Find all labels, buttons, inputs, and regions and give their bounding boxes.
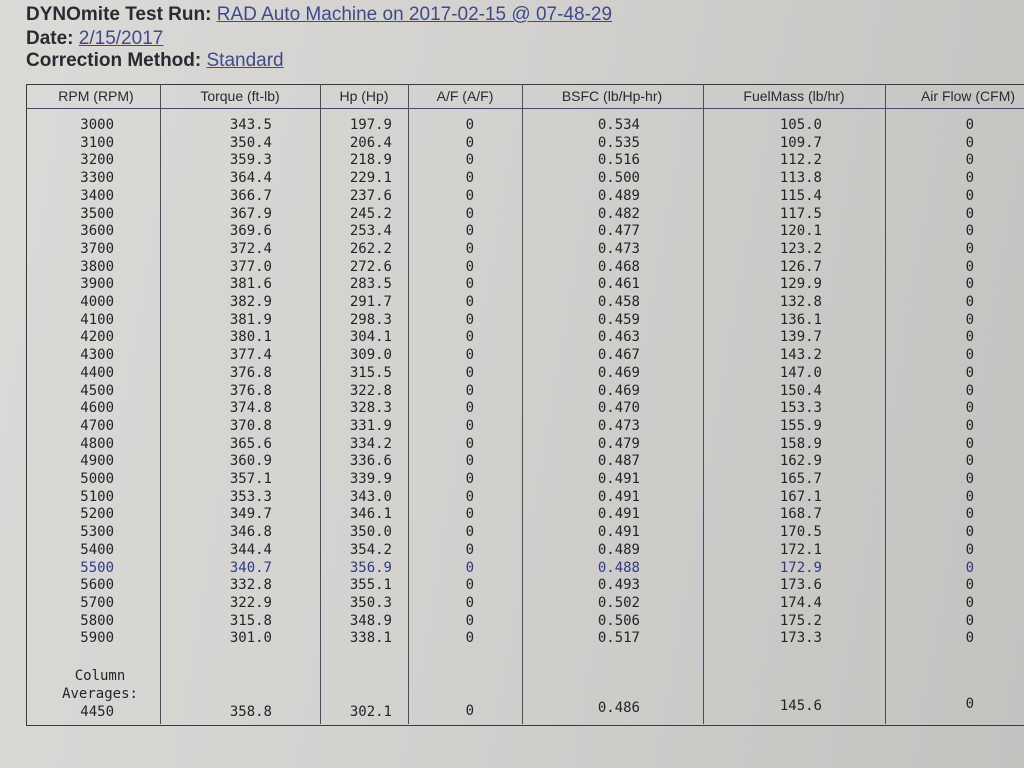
cell-af: 0 [465, 382, 474, 399]
cell-rpm: 4600 [80, 400, 114, 417]
cell-airflow: 0 [965, 276, 974, 293]
cell-torque: 359.3 [229, 152, 272, 169]
cell-torque: 381.9 [229, 311, 272, 328]
cell-airflow: 0 [965, 134, 974, 151]
cell-af: 0 [465, 471, 474, 487]
cell-airflow: 0 [965, 364, 974, 381]
cell-torque: 369.6 [229, 223, 272, 240]
cell-fuelmass: 139.7 [779, 329, 822, 346]
cell-airflow: 0 [965, 382, 974, 399]
cell-torque: 350.4 [229, 134, 272, 151]
cell-airflow: 0 [965, 311, 974, 328]
cell-rpm: 5800 [80, 612, 114, 629]
cell-bsfc: 0.500 [597, 170, 640, 187]
cell-fuelmass: 175.2 [779, 612, 822, 629]
cell-hp: 339.9 [349, 471, 392, 487]
data-table-frame [26, 84, 1024, 726]
cell-bsfc: 0.467 [597, 347, 640, 364]
cell-rpm: 4200 [80, 329, 114, 346]
cell-torque: 315.8 [229, 612, 272, 629]
cell-bsfc: 0.488 [597, 559, 640, 576]
cell-hp: 291.7 [349, 294, 392, 310]
column-header-airflow: Air Flow (CFM) [920, 88, 1016, 104]
cell-af: 0 [465, 594, 474, 611]
cell-fuelmass: 143.2 [779, 347, 822, 364]
cell-airflow: 0 [965, 240, 974, 257]
cell-torque: 366.7 [229, 187, 272, 204]
average-rpm: 4450 [80, 704, 114, 720]
cell-af: 0 [465, 417, 474, 434]
cell-fuelmass: 123.2 [779, 240, 822, 257]
cell-fuelmass: 132.8 [779, 294, 822, 310]
cell-torque: 344.4 [229, 541, 272, 558]
cell-torque: 372.4 [229, 240, 272, 257]
cell-bsfc: 0.535 [597, 134, 640, 151]
cell-af: 0 [465, 630, 474, 647]
cell-airflow: 0 [965, 170, 974, 187]
test-run-heading [26, 4, 612, 26]
cell-torque: 343.5 [229, 117, 272, 133]
cell-af: 0 [465, 170, 474, 187]
cell-hp: 336.6 [349, 453, 392, 470]
cell-airflow: 0 [965, 488, 974, 505]
cell-rpm: 3300 [80, 170, 114, 187]
cell-hp: 298.3 [349, 311, 392, 328]
average-torque: 358.8 [229, 704, 272, 720]
cell-rpm: 5400 [80, 541, 114, 558]
cell-af: 0 [465, 577, 474, 594]
cell-bsfc: 0.506 [597, 612, 640, 629]
cell-fuelmass: 147.0 [779, 364, 822, 381]
cell-rpm: 5200 [80, 506, 114, 523]
cell-airflow: 0 [965, 117, 974, 133]
cell-airflow: 0 [965, 577, 974, 594]
cell-bsfc: 0.473 [597, 417, 640, 434]
cell-af: 0 [465, 364, 474, 381]
average-bsfc: 0.486 [597, 700, 640, 716]
cell-fuelmass: 115.4 [779, 187, 822, 204]
cell-af: 0 [465, 612, 474, 629]
cell-rpm: 4700 [80, 417, 114, 434]
column-header-af: A/F (A/F) [436, 88, 494, 104]
cell-bsfc: 0.461 [597, 276, 640, 293]
cell-af: 0 [465, 117, 474, 133]
cell-torque: 377.4 [229, 347, 272, 364]
cell-rpm: 3000 [80, 117, 114, 133]
cell-hp: 253.4 [349, 223, 392, 240]
cell-rpm: 4300 [80, 347, 114, 364]
cell-af: 0 [465, 347, 474, 364]
cell-bsfc: 0.517 [597, 630, 640, 647]
cell-hp: 338.1 [349, 630, 392, 647]
column-header-rpm: RPM (RPM) [58, 88, 134, 104]
cell-af: 0 [465, 223, 474, 240]
cell-fuelmass: 165.7 [779, 471, 822, 487]
cell-af: 0 [465, 276, 474, 293]
cell-bsfc: 0.459 [597, 311, 640, 328]
cell-torque: 340.7 [229, 559, 272, 576]
cell-bsfc: 0.493 [597, 577, 640, 594]
cell-torque: 381.6 [229, 276, 272, 293]
cell-airflow: 0 [965, 417, 974, 434]
cell-rpm: 4000 [80, 294, 114, 310]
cell-rpm: 4500 [80, 382, 114, 399]
cell-fuelmass: 162.9 [779, 453, 822, 470]
cell-airflow: 0 [965, 471, 974, 487]
cell-fuelmass: 155.9 [779, 417, 822, 434]
cell-fuelmass: 109.7 [779, 134, 822, 151]
cell-airflow: 0 [965, 630, 974, 647]
cell-af: 0 [465, 258, 474, 275]
cell-af: 0 [465, 311, 474, 328]
column-header-bsfc: BSFC (lb/Hp-hr) [561, 88, 663, 104]
average-airflow: 0 [965, 696, 974, 712]
column-divider [703, 84, 704, 724]
cell-torque: 364.4 [229, 170, 272, 187]
column-divider [522, 84, 523, 724]
cell-torque: 322.9 [229, 594, 272, 611]
cell-bsfc: 0.473 [597, 240, 640, 257]
cell-rpm: 5000 [80, 471, 114, 487]
cell-torque: 376.8 [229, 364, 272, 381]
cell-hp: 309.0 [349, 347, 392, 364]
date-label: Date: [26, 28, 74, 49]
cell-airflow: 0 [965, 435, 974, 452]
cell-hp: 304.1 [349, 329, 392, 346]
cell-bsfc: 0.489 [597, 541, 640, 558]
cell-bsfc: 0.491 [597, 488, 640, 505]
cell-rpm: 3800 [80, 258, 114, 275]
cell-af: 0 [465, 506, 474, 523]
cell-hp: 237.6 [349, 187, 392, 204]
cell-hp: 197.9 [349, 117, 392, 133]
cell-airflow: 0 [965, 453, 974, 470]
cell-bsfc: 0.502 [597, 594, 640, 611]
cell-rpm: 3400 [80, 187, 114, 204]
cell-af: 0 [465, 541, 474, 558]
cell-af: 0 [465, 488, 474, 505]
cell-torque: 353.3 [229, 488, 272, 505]
cell-af: 0 [465, 294, 474, 310]
cell-airflow: 0 [965, 329, 974, 346]
average-hp: 302.1 [349, 704, 392, 720]
cell-rpm: 3600 [80, 223, 114, 240]
correction-link[interactable]: Standard [206, 50, 284, 71]
cell-rpm: 5300 [80, 524, 114, 541]
cell-rpm: 3100 [80, 134, 114, 151]
column-header-hp: Hp (Hp) [339, 88, 389, 104]
cell-fuelmass: 150.4 [779, 382, 822, 399]
average-fuelmass: 145.6 [779, 698, 822, 714]
cell-torque: 380.1 [229, 329, 272, 346]
cell-airflow: 0 [965, 400, 974, 417]
cell-torque: 357.1 [229, 471, 272, 487]
cell-af: 0 [465, 453, 474, 470]
cell-airflow: 0 [965, 152, 974, 169]
cell-fuelmass: 172.1 [779, 541, 822, 558]
date-link[interactable]: 2/15/2017 [78, 28, 164, 49]
cell-hp: 245.2 [349, 205, 392, 222]
cell-fuelmass: 117.5 [779, 205, 822, 222]
cell-rpm: 5900 [80, 630, 114, 647]
cell-torque: 365.6 [229, 435, 272, 452]
cell-hp: 350.3 [349, 594, 392, 611]
cell-af: 0 [465, 134, 474, 151]
cell-bsfc: 0.470 [597, 400, 640, 417]
cell-hp: 355.1 [349, 577, 392, 594]
cell-fuelmass: 126.7 [779, 258, 822, 275]
cell-fuelmass: 153.3 [779, 400, 822, 417]
cell-hp: 322.8 [349, 382, 392, 399]
cell-af: 0 [465, 205, 474, 222]
cell-rpm: 4400 [80, 364, 114, 381]
cell-rpm: 3500 [80, 205, 114, 222]
cell-airflow: 0 [965, 223, 974, 240]
cell-fuelmass: 136.1 [779, 311, 822, 328]
cell-bsfc: 0.477 [597, 223, 640, 240]
cell-torque: 377.0 [229, 258, 272, 275]
correction-heading [26, 50, 284, 72]
cell-af: 0 [465, 187, 474, 204]
cell-fuelmass: 129.9 [779, 276, 822, 293]
cell-af: 0 [465, 400, 474, 417]
cell-rpm: 4100 [80, 311, 114, 328]
cell-hp: 218.9 [349, 152, 392, 169]
cell-rpm: 5600 [80, 577, 114, 594]
cell-torque: 332.8 [229, 577, 272, 594]
cell-torque: 374.8 [229, 400, 272, 417]
cell-bsfc: 0.458 [597, 294, 640, 310]
cell-bsfc: 0.469 [597, 382, 640, 399]
average-af: 0 [465, 703, 474, 719]
test-run-link[interactable]: RAD Auto Machine on 2017-02-15 @ 07-48-29 [216, 4, 613, 25]
cell-hp: 356.9 [349, 559, 392, 576]
cell-rpm: 3900 [80, 276, 114, 293]
cell-af: 0 [465, 329, 474, 346]
cell-bsfc: 0.468 [597, 258, 640, 275]
cell-af: 0 [465, 435, 474, 452]
cell-hp: 354.2 [349, 541, 392, 558]
cell-torque: 346.8 [229, 524, 272, 541]
correction-label: Correction Method: [26, 50, 202, 71]
cell-torque: 349.7 [229, 506, 272, 523]
cell-hp: 262.2 [349, 240, 392, 257]
cell-torque: 376.8 [229, 382, 272, 399]
date-heading [26, 28, 163, 50]
test-run-label: DYNOmite Test Run: [26, 4, 212, 25]
cell-bsfc: 0.463 [597, 329, 640, 346]
cell-hp: 343.0 [349, 488, 392, 505]
cell-bsfc: 0.489 [597, 187, 640, 204]
cell-hp: 346.1 [349, 506, 392, 523]
cell-torque: 360.9 [229, 453, 272, 470]
cell-af: 0 [465, 524, 474, 541]
column-divider [885, 84, 886, 724]
cell-airflow: 0 [965, 294, 974, 310]
cell-torque: 301.0 [229, 630, 272, 647]
cell-hp: 350.0 [349, 524, 392, 541]
cell-hp: 272.6 [349, 258, 392, 275]
cell-fuelmass: 105.0 [779, 117, 822, 133]
cell-rpm: 5500 [80, 559, 114, 576]
cell-hp: 229.1 [349, 170, 392, 187]
cell-fuelmass: 120.1 [779, 223, 822, 240]
cell-fuelmass: 170.5 [779, 524, 822, 541]
cell-af: 0 [465, 240, 474, 257]
cell-airflow: 0 [965, 524, 974, 541]
cell-airflow: 0 [965, 347, 974, 364]
header-divider [26, 108, 1024, 109]
cell-airflow: 0 [965, 506, 974, 523]
cell-af: 0 [465, 559, 474, 576]
averages-label: Column [74, 668, 126, 684]
cell-bsfc: 0.469 [597, 364, 640, 381]
column-header-fuelmass: FuelMass (lb/hr) [743, 88, 845, 104]
cell-hp: 283.5 [349, 276, 392, 293]
cell-fuelmass: 168.7 [779, 506, 822, 523]
cell-rpm: 4900 [80, 453, 114, 470]
cell-airflow: 0 [965, 258, 974, 275]
cell-bsfc: 0.516 [597, 152, 640, 169]
cell-rpm: 5700 [80, 594, 114, 611]
cell-hp: 315.5 [349, 364, 392, 381]
cell-hp: 331.9 [349, 417, 392, 434]
cell-rpm: 5100 [80, 488, 114, 505]
cell-bsfc: 0.482 [597, 205, 640, 222]
cell-fuelmass: 173.3 [779, 630, 822, 647]
cell-torque: 367.9 [229, 205, 272, 222]
cell-fuelmass: 173.6 [779, 577, 822, 594]
cell-bsfc: 0.491 [597, 471, 640, 487]
cell-airflow: 0 [965, 594, 974, 611]
cell-airflow: 0 [965, 612, 974, 629]
cell-torque: 382.9 [229, 294, 272, 310]
cell-bsfc: 0.534 [597, 117, 640, 133]
cell-fuelmass: 172.9 [779, 559, 822, 576]
column-divider [160, 84, 161, 724]
cell-bsfc: 0.491 [597, 506, 640, 523]
cell-airflow: 0 [965, 541, 974, 558]
cell-fuelmass: 112.2 [779, 152, 822, 169]
cell-bsfc: 0.487 [597, 453, 640, 470]
cell-hp: 348.9 [349, 612, 392, 629]
averages-label: Averages: [62, 686, 138, 702]
cell-airflow: 0 [965, 205, 974, 222]
cell-torque: 370.8 [229, 417, 272, 434]
cell-bsfc: 0.479 [597, 435, 640, 452]
cell-bsfc: 0.491 [597, 524, 640, 541]
cell-hp: 334.2 [349, 435, 392, 452]
cell-hp: 206.4 [349, 134, 392, 151]
cell-airflow: 0 [965, 187, 974, 204]
cell-fuelmass: 113.8 [779, 170, 822, 187]
cell-rpm: 4800 [80, 435, 114, 452]
cell-hp: 328.3 [349, 400, 392, 417]
cell-fuelmass: 158.9 [779, 435, 822, 452]
column-header-torque: Torque (ft-lb) [200, 88, 280, 104]
cell-fuelmass: 174.4 [779, 594, 822, 611]
cell-af: 0 [465, 152, 474, 169]
cell-airflow: 0 [965, 559, 974, 576]
cell-rpm: 3200 [80, 152, 114, 169]
cell-rpm: 3700 [80, 240, 114, 257]
cell-fuelmass: 167.1 [779, 488, 822, 505]
